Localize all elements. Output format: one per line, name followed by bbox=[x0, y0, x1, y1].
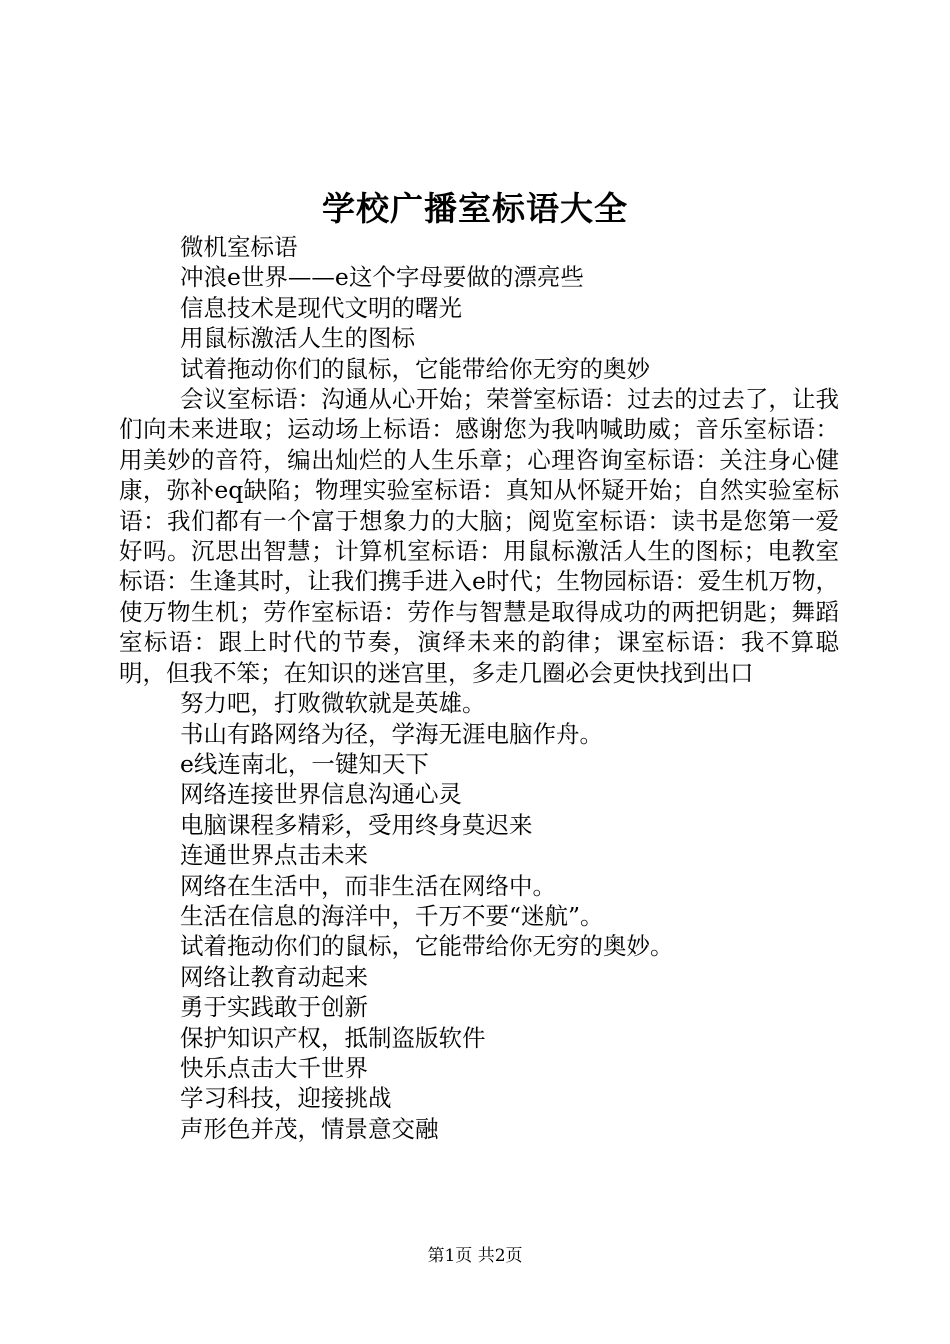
text-line: 信息技术是现代文明的曙光 bbox=[180, 293, 462, 322]
text-line: 学习科技，迎接挑战 bbox=[180, 1084, 392, 1113]
text-line: 努力吧，打败微软就是英雄。 bbox=[180, 689, 486, 718]
document-body bbox=[119, 232, 839, 1144]
text-line: 保护知识产权，抵制盗版软件 bbox=[180, 1023, 486, 1052]
text-line: 勇于实践敢于创新 bbox=[180, 993, 368, 1022]
text-line: 生活在信息的海洋中，千万不要“迷航”。 bbox=[180, 901, 604, 930]
text-line: 冲浪e世界——e这个字母要做的漂亮些 bbox=[180, 263, 584, 292]
text-line: 网络让教育动起来 bbox=[180, 962, 368, 991]
page-footer: 第1页 共2页 bbox=[427, 1246, 523, 1266]
text-line: 试着拖动你们的鼠标，它能带给你无穷的奥妙。 bbox=[180, 932, 674, 961]
text-line: 书山有路网络为径，学海无涯电脑作舟。 bbox=[180, 719, 603, 748]
document-title: 学校广播室标语大全 bbox=[322, 189, 628, 228]
text-line: 声形色并茂，情景意交融 bbox=[180, 1114, 439, 1143]
text-line: 网络在生活中，而非生活在网络中。 bbox=[180, 871, 556, 900]
text-line: 微机室标语 bbox=[180, 233, 298, 261]
text-line: 用鼠标激活人生的图标 bbox=[180, 324, 415, 353]
text-line: 快乐点击大千世界 bbox=[180, 1053, 368, 1082]
body-paragraph: 会议室标语：沟通从心开始；荣誉室标语：过去的过去了，让我们向未来进取；运动场上标语：感谢您为我呐喊助威；音乐室标语：用美妙的音符，编出灿烂的人生乐章；心理咨询室标语：关注身心健康，弥补eq缺陷；物理实验室标语：真知从怀疑开始；自然实验室标语：我们都有一个富于想象力的大脑；阅览室标语：读书是您第一爱好吗。沉思出智慧；计算机室标语：用鼠标激活人生的图标；电教室标语：生逢其时，让我们携手进入e时代；生物园标语：爱生机万物，使万物生机；劳作室标语：劳作与智慧是取得成功的两把钥匙；舞蹈室标语：跟上时代的节奏，演绎未来的韵律；课室标语：我不算聪明，但我不笨；在知识的迷宫里，多走几圈必会更快找到出口 bbox=[119, 385, 839, 687]
text-line: 网络连接世界信息沟通心灵 bbox=[180, 780, 462, 809]
text-line: 电脑课程多精彩，受用终身莫迟来 bbox=[180, 810, 533, 839]
text-line: 试着拖动你们的鼠标，它能带给你无穷的奥妙 bbox=[180, 354, 650, 383]
text-line: 连通世界点击未来 bbox=[180, 841, 368, 870]
text-line: e线连南北，一键知天下 bbox=[180, 749, 429, 778]
